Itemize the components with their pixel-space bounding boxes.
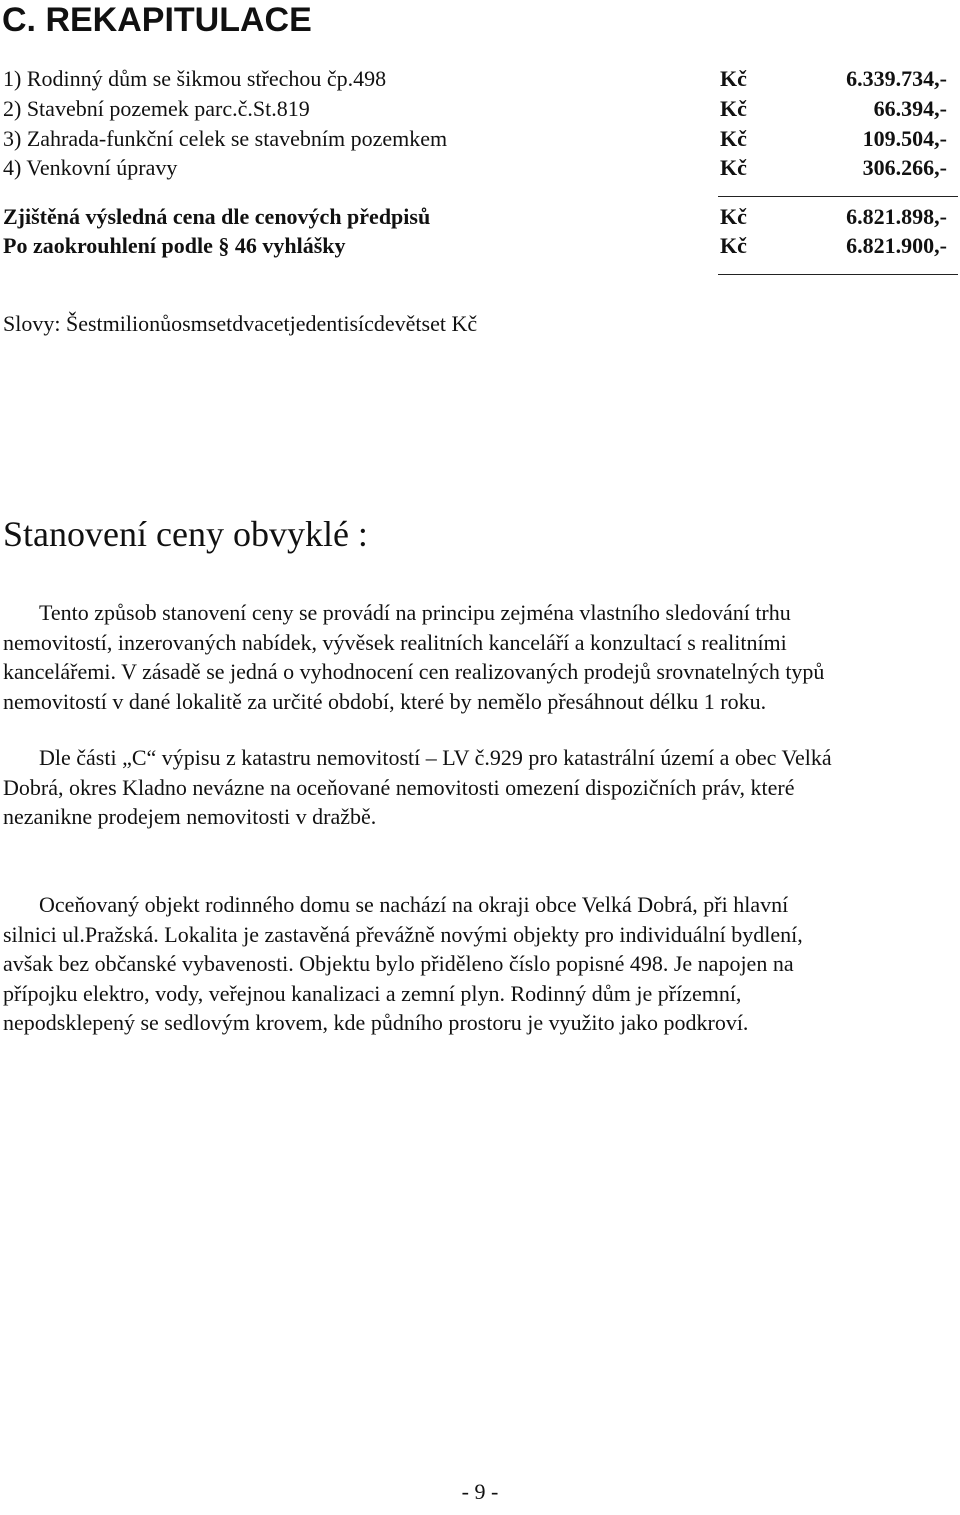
paragraph-cadastre (3, 743, 959, 832)
paragraph-method (3, 598, 959, 716)
text-line: kancelářemi. V zásadě se jedná o vyhodnocení cen realizovaných prodejů srovnatelných typů (3, 659, 825, 684)
text-line: nemovitostí v dané lokalitě za určité období, které by nemělo přesáhnout délku 1 roku. (3, 688, 767, 714)
section-title: C. REKAPITULACE (2, 1, 312, 39)
text-line: Tento způsob stanovení ceny se provádí na principu zejména vlastního sledování trhu (39, 600, 791, 625)
recap-row-amount: 306.266,- (862, 155, 947, 180)
recap-row-label: 2) Stavební pozemek parc.č.St.819 (3, 96, 310, 121)
heading-usual-price: Stanovení ceny obvyklé : (3, 514, 368, 554)
recap-row-3 (0, 124, 960, 153)
text-line: nemovitostí, inzerovaných nabídek, vývěsek realitních kanceláří a konzultací s realitními (3, 629, 787, 655)
recap-row-1 (0, 64, 960, 93)
text-line: nezanikne prodejem nemovitosti v dražbě. (3, 804, 377, 829)
total-amount: 6.821.898,- (846, 204, 947, 229)
sum-rule (718, 196, 958, 197)
total-currency: Kč (720, 204, 747, 229)
total-label: Zjištěná výsledná cena dle cenových předpisů (3, 204, 431, 229)
recap-row-amount: 6.339.734,- (846, 66, 947, 91)
recap-row-currency: Kč (720, 66, 747, 91)
text-line: avšak bez občanské vybavenosti. Objektu bylo přiděleno číslo popisné 498. Je napojen na (3, 951, 794, 976)
recap-row-label: 3) Zahrada-funkční celek se stavebním pozemkem (3, 126, 448, 151)
recap-row-currency: Kč (720, 126, 747, 151)
text-line: Dobrá, okres Kladno neváznе na oceňované nemovitosti omezení dispozičních práv, které (3, 774, 795, 800)
rounded-currency: Kč (720, 233, 747, 258)
rounded-row (0, 231, 960, 260)
recap-row-4 (0, 153, 960, 182)
recap-row-amount: 109.504,- (862, 126, 947, 151)
text-line: nepodsklepený se sedlovým krovem, kde půdního prostoru je využito jako podkroví. (3, 1010, 749, 1035)
text-line: přípojku elektro, vody, veřejnou kanalizaci a zemní plyn. Rodinný dům je přízemní, (3, 980, 742, 1006)
recap-row-currency: Kč (720, 96, 747, 121)
rounded-amount: 6.821.900,- (846, 233, 947, 258)
text-line: Dle části „C“ výpisu z katastru nemovitostí – LV č.929 pro katastrální území a obec Velká (39, 745, 832, 770)
recap-row-label: 4) Venkovní úpravy (3, 155, 178, 180)
recap-row-label: 1) Rodinný dům se šikmou střechou čp.498 (3, 66, 387, 91)
total-row (0, 202, 960, 231)
recap-row-amount: 66.394,- (873, 96, 947, 121)
recap-row-2 (0, 94, 960, 123)
rounded-rule (718, 274, 958, 275)
amount-in-words: Slovy: Šestmilionůosmsetdvacetjedentisícdevětset Kč (3, 311, 478, 336)
page-number: - 9 - (461, 1479, 499, 1504)
rounded-label: Po zaokrouhlení podle § 46 vyhlášky (3, 233, 346, 258)
recap-row-currency: Kč (720, 155, 747, 180)
paragraph-property-description (3, 890, 959, 1038)
text-line: Oceňovaný objekt rodinného domu se nachází na okraji obce Velká Dobrá, při hlavní (39, 892, 789, 917)
text-line: silnici ul.Pražská. Lokalita je zastavěná převážně novými objekty pro individuální bydlení, (3, 921, 803, 947)
